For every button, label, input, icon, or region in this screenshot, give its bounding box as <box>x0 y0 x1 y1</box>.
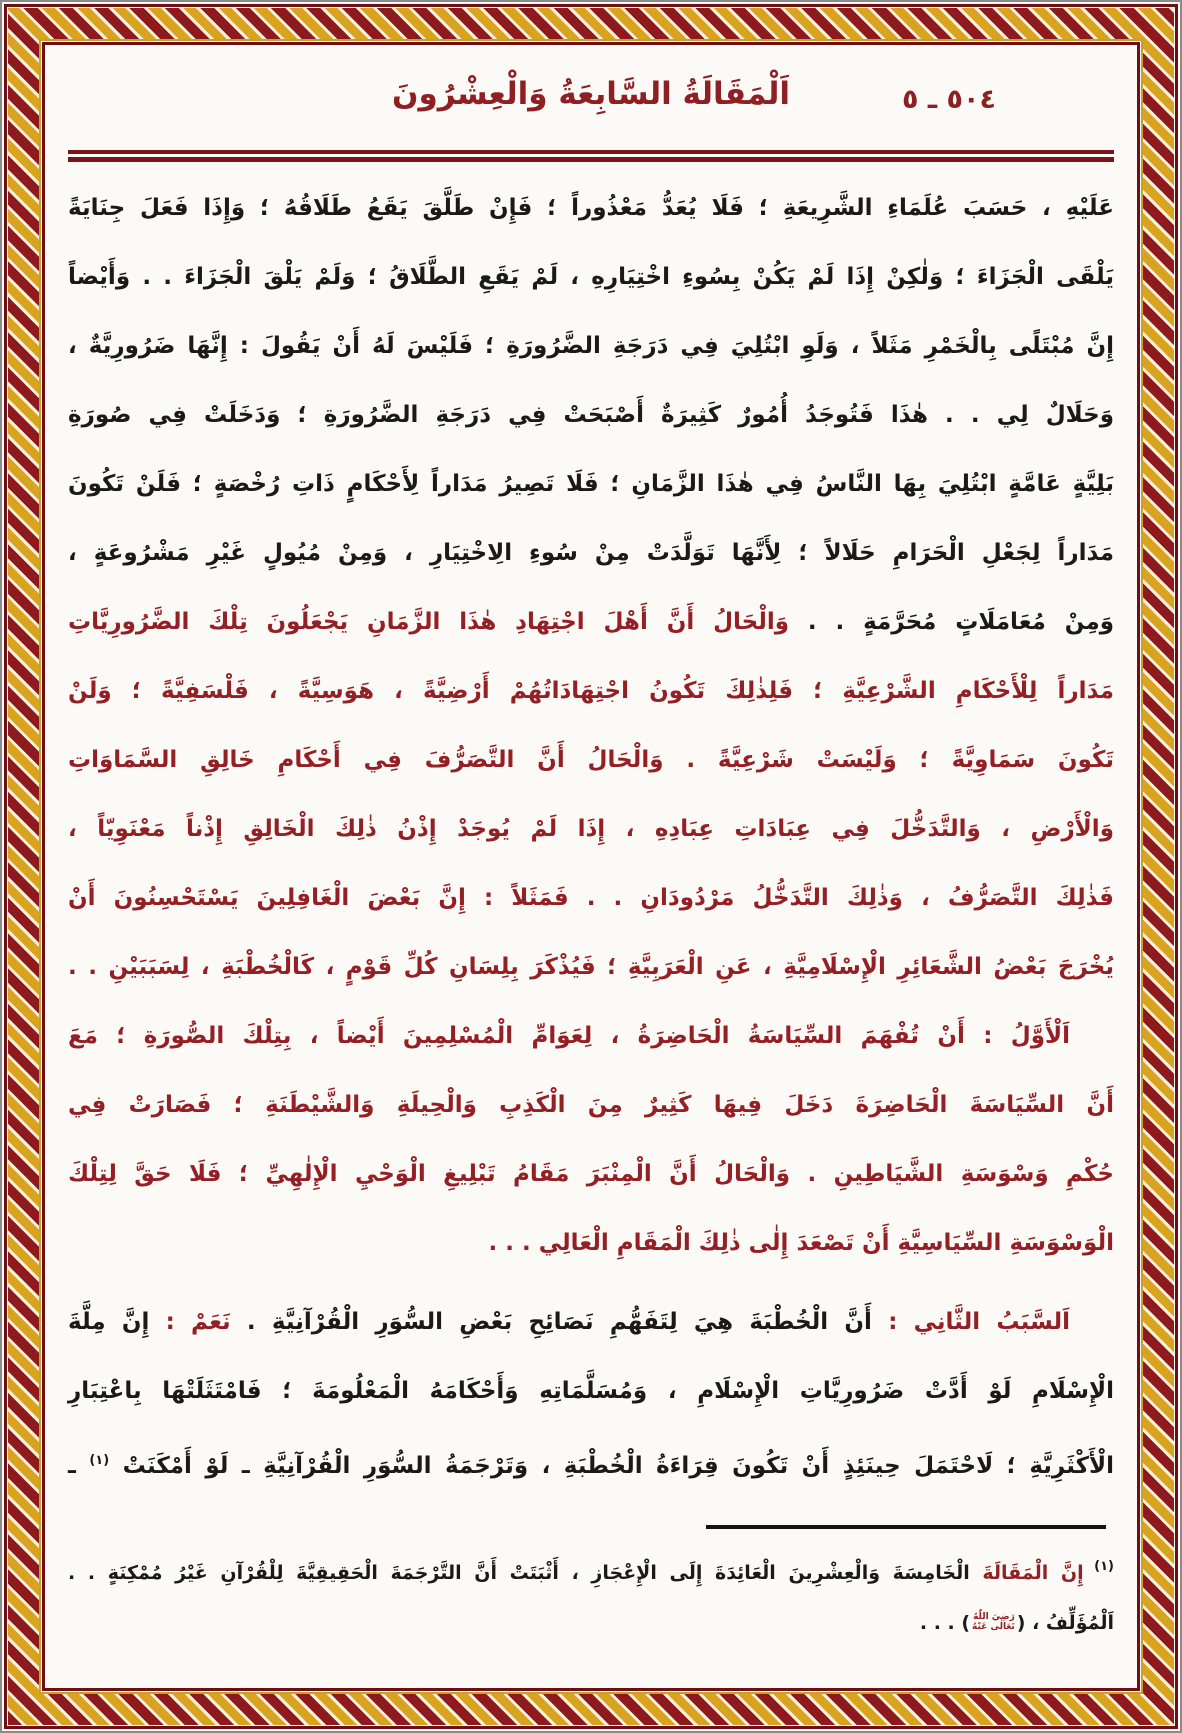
text-line <box>68 864 1114 933</box>
text-line <box>68 1539 1114 1595</box>
text-segment-black: إِنَّ مُبْتَلًى بِالْخَمْرِ مَثَلاً ، وَلَوِ ابْتُلِيَ فِي دَرَجَةِ الضَّرُورَةِ ؛ فَلَيْسَ لَهُ أَنْ يَقُولَ : إِنَّهَا ضَرُورِيَّةٌ ، <box>68 333 1114 359</box>
text-segment-black: أَنَّ الْخُطْبَةَ هِيَ لِتَفَهُّمِ نَصَائِحِ بَعْضِ السُّوَرِ الْقُرْآنِيَّةِ . <box>230 1309 872 1335</box>
text-line <box>68 795 1114 864</box>
text-line <box>68 726 1114 795</box>
text-line <box>68 243 1114 312</box>
text-segment-black: الْخَامِسَةَ وَالْعِشْرِينَ الْعَائِدَةَ إِلَى الْإِعْجَازِ ، أَثْبَتَتْ أَنَّ التَّرْجَمَةَ الْحَقِيقِيَّةَ لِلْقُرْآنِ غَيْرُ مُمْكِنَةٍ . . <box>68 1562 970 1584</box>
text-line <box>68 657 1114 726</box>
text-segment-maroon: وَالْحَالُ أَنَّ أَهْلَ اجْتِهَادِ هٰذَا الزَّمَانِ يَجْعَلُونَ تِلْكَ الضَّرُورِيَّاتِ <box>68 609 790 635</box>
text-segment-maroon: حُكْمِ وَسْوَسَةِ الشَّيَاطِينِ . وَالْحَالُ أَنَّ الْمِنْبَرَ مَقَامُ تَبْلِيغِ الْوَحْيِ الْإِلٰهِيِّ ؛ فَلَا حَقَّ لِتِلْكَ <box>68 1161 1114 1187</box>
text-line <box>68 1002 1114 1071</box>
text-line <box>68 1071 1114 1140</box>
text-line <box>68 450 1114 519</box>
text-line <box>68 933 1114 1002</box>
text-segment-maroon: تَكُونَ سَمَاوِيَّةً ؛ وَلَيْسَتْ شَرْعِيَّةً . وَالْحَالُ أَنَّ التَّصَرُّفَ فِي أَحْكَامِ خَالِقِ السَّمَاوَاتِ <box>68 747 1114 773</box>
footnote <box>68 1539 1114 1651</box>
text-segment-maroon: مَدَاراً لِلْأَحْكَامِ الشَّرْعِيَّةِ ؛ فَلِذٰلِكَ تَكُونُ اجْتِهَادَاتُهُمْ أَرْضِيَّةً ، هَوَسِيَّةً ، فَلْسَفِيَّةً ؛ وَلَنْ <box>68 678 1114 704</box>
body-text <box>68 174 1114 1495</box>
page-number: ٥٠٤ ـ ٥ <box>902 84 996 115</box>
text-segment-maroon: اَلسَّبَبُ الثَّانِي : <box>871 1309 1070 1335</box>
text-segment-black: إِنَّ مِلَّةَ <box>68 1309 150 1335</box>
text-segment-black: مَدَاراً لِجَعْلِ الْحَرَامِ حَلَالاً ؛ لِأَنَّهَا تَوَلَّدَتْ مِنْ سُوءِ الِاخْتِيَارِ ، وَمِنْ مُيُولٍ غَيْرِ مَشْرُوعَةٍ ، <box>68 540 1114 566</box>
text-segment-black: ) . . . <box>919 1612 971 1634</box>
page-title: اَلْمَقَالَةُ السَّابِعَةُ وَالْعِشْرُونَ <box>391 76 790 112</box>
text-line <box>68 1426 1114 1495</box>
text-line <box>68 519 1114 588</box>
text-segment-maroon: وَالْأَرْضِ ، وَالتَّدَخُّلَ فِي عِبَادَاتِ عِبَادِهِ ، إِذَا لَمْ يُوجَدْ إِذْنُ ذٰلِكَ الْخَالِقِ إِذْناً مَعْنَوِيّاً ، <box>68 816 1114 842</box>
footnote-separator <box>706 1525 1106 1529</box>
text-segment-maroon: أَنَّ السِّيَاسَةَ الْحَاضِرَةَ دَخَلَ فِيهَا كَثِيرٌ مِنَ الْكَذِبِ وَالْحِيلَةِ وَالشَّيْطَنَةِ ؛ فَصَارَتْ فِي <box>68 1092 1114 1118</box>
text-line <box>68 1595 1114 1651</box>
text-segment-maroon: يُخْرَجَ بَعْضُ الشَّعَائِرِ الْإِسْلَامِيَّةِ ، عَنِ الْعَرَبِيَّةِ ؛ فَيُذْكَرَ بِلِسَانِ كُلِّ قَوْمٍ ، كَالْخُطْبَةِ ، لِسَبَبَيْنِ . . <box>68 954 1114 980</box>
header-double-rule <box>68 150 1114 162</box>
text-line <box>68 1288 1114 1357</box>
page-header <box>68 46 1114 150</box>
text-segment-black: عَلَيْهِ ، حَسَبَ عُلَمَاءِ الشَّرِيعَةِ ؛ فَلَا يُعَدُّ مَعْذُوراً ؛ فَإِنْ طَلَّقَ يَقَعُ طَلَاقُهُ ؛ وَإِذَا فَعَلَ جِنَايَةً <box>68 195 1114 221</box>
text-segment-black: (١) <box>89 1453 110 1468</box>
text-segment-black: وَمِنْ مُعَامَلَاتٍ مُحَرَّمَةٍ . . <box>789 609 1114 635</box>
text-segment-maroon: إِنَّ الْمَقَالَةَ <box>969 1562 1084 1584</box>
text-segment-black: يَلْقَى الْجَزَاءَ ؛ وَلٰكِنْ إِذَا لَمْ يَكُنْ بِسُوءِ اخْتِيَارِهِ ، لَمْ يَقَعِ الطَّلَاقُ ؛ وَلَمْ يَلْقَ الْجَزَاءَ . . وَأَيْضاً <box>68 264 1114 290</box>
text-segment-black: بَلِيَّةٍ عَامَّةٍ ابْتُلِيَ بِهَا النَّاسُ فِي هٰذَا الزَّمَانِ ؛ فَلَا تَصِيرُ مَدَاراً لِأَحْكَامٍ ذَاتِ رُخْصَةٍ ؛ فَلَنْ تَكُونَ <box>68 471 1114 497</box>
text-segment-black: الْإِسْلَامِ لَوْ أَدَّتْ ضَرُورِيَّاتِ الْإِسْلَامِ ، وَمُسَلَّمَاتِهِ وَأَحْكَامَهُ الْمَعْلُومَةَ ؛ فَامْتَثَلَتْهَا بِاعْتِبَارِ <box>68 1378 1114 1404</box>
text-segment-black: ـ <box>68 1453 90 1479</box>
text-line <box>68 174 1114 243</box>
text-segment-maroon: فَذٰلِكَ التَّصَرُّفُ ، وَذٰلِكَ التَّدَخُّلُ مَرْدُودَانِ . . فَمَثَلاً : إِنَّ بَعْضَ الْغَافِلِينَ يَسْتَحْسِنُونَ أَنْ <box>68 885 1114 911</box>
text-line <box>68 381 1114 450</box>
text-line <box>68 588 1114 657</box>
text-line <box>68 312 1114 381</box>
text-line <box>68 1140 1114 1209</box>
page-content <box>46 46 1136 1687</box>
text-segment-maroon: اَلْأَوَّلُ : أَنْ تُفْهَمَ السِّيَاسَةُ الْحَاضِرَةُ ، لِعَوَامِّ الْمُسْلِمِينَ أَيْضاً ، بِتِلْكَ الصُّورَةِ ؛ مَعَ <box>68 1023 1070 1049</box>
text-segment-black: (١) <box>1083 1559 1114 1574</box>
seal-radiallahu-anhu: رَضِيَ اللّٰهُ تَعَالٰى عَنْهُ <box>972 1611 1015 1632</box>
text-segment-black: وَحَلَالٌ لِي . . هٰذَا فَتُوجَدُ أُمُورٌ كَثِيرَةٌ أَصْبَحَتْ فِي دَرَجَةِ الضَّرُورَةِ ؛ وَدَخَلَتْ فِي صُورَةِ <box>68 402 1114 428</box>
text-segment-maroon: الْوَسْوَسَةِ السِّيَاسِيَّةِ أَنْ تَصْعَدَ إِلٰى ذٰلِكَ الْمَقَامِ الْعَالِي . . . <box>488 1230 1114 1256</box>
text-segment-black: الْأَكْثَرِيَّةِ ؛ لَاحْتَمَلَ حِينَئِذٍ أَنْ تَكُونَ قِرَاءَةُ الْخُطْبَةِ ، وَتَرْجَمَةُ السُّوَرِ الْقُرْآنِيَّةِ ـ لَوْ أَمْكَنَتْ <box>109 1453 1114 1479</box>
text-line <box>68 1209 1114 1278</box>
text-line <box>68 1357 1114 1426</box>
text-segment-maroon: نَعَمْ : <box>149 1309 231 1335</box>
text-segment-black: اَلْمُؤَلِّفُ ، ( <box>1016 1612 1114 1634</box>
